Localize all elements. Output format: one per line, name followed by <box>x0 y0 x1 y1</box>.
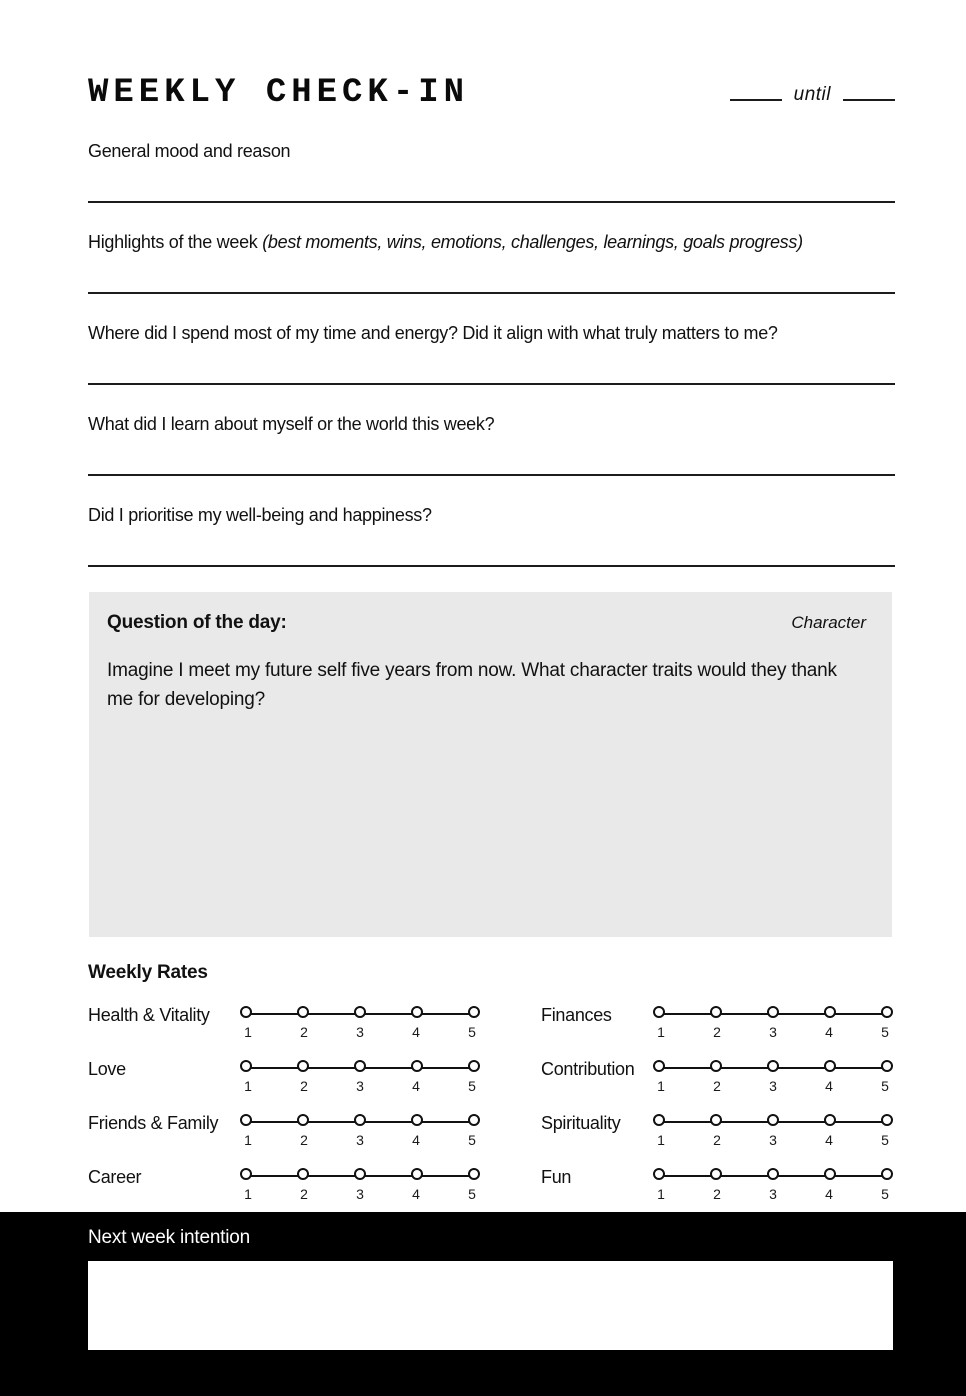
rating-number: 5 <box>881 1078 889 1094</box>
rating-dot[interactable] <box>240 1168 252 1180</box>
rating-dot[interactable] <box>240 1060 252 1072</box>
date-blank-start[interactable] <box>730 87 782 101</box>
rating-number: 3 <box>769 1186 777 1202</box>
rating-dot[interactable] <box>881 1006 893 1018</box>
rating-number: 1 <box>657 1132 665 1148</box>
rating-dot[interactable] <box>354 1006 366 1018</box>
rating-row-love <box>88 1060 480 1114</box>
rating-number: 2 <box>713 1132 721 1148</box>
rating-dot[interactable] <box>881 1114 893 1126</box>
rating-number: 3 <box>769 1078 777 1094</box>
rating-number: 2 <box>300 1024 308 1040</box>
until-label: until <box>793 84 831 105</box>
rating-number: 1 <box>244 1078 252 1094</box>
page-title: WEEKLY CHECK-IN <box>88 74 470 112</box>
rating-number: 3 <box>769 1132 777 1148</box>
rating-row-health <box>88 1006 480 1060</box>
rating-number: 4 <box>825 1186 833 1202</box>
rating-number: 3 <box>356 1132 364 1148</box>
rating-dot[interactable] <box>653 1060 665 1072</box>
rating-dot[interactable] <box>354 1168 366 1180</box>
rating-number: 4 <box>412 1078 420 1094</box>
rates-grid <box>88 1006 893 1222</box>
rating-number: 3 <box>356 1024 364 1040</box>
rating-number: 2 <box>300 1078 308 1094</box>
rating-dot[interactable] <box>468 1168 480 1180</box>
rating-row-friends-family <box>88 1114 480 1168</box>
rating-dot[interactable] <box>824 1060 836 1072</box>
field-time-energy <box>88 294 895 385</box>
field-label: Where did I spend most of my time and energy? Did it align with what truly matters to me? <box>88 323 778 343</box>
rating-number: 5 <box>881 1024 889 1040</box>
rating-scale <box>240 1168 480 1212</box>
rating-label: Contribution <box>541 1059 635 1079</box>
page-header <box>0 0 966 112</box>
rates-column-left <box>88 1006 480 1222</box>
next-week-intention-input[interactable] <box>88 1261 893 1350</box>
rating-dot[interactable] <box>240 1006 252 1018</box>
rating-number: 2 <box>300 1132 308 1148</box>
rating-scale <box>653 1114 893 1158</box>
question-fields <box>0 112 966 567</box>
rating-dot[interactable] <box>468 1060 480 1072</box>
rating-label: Career <box>88 1167 142 1187</box>
rating-dot[interactable] <box>411 1168 423 1180</box>
rating-scale <box>240 1114 480 1158</box>
rating-dot[interactable] <box>824 1006 836 1018</box>
rating-scale <box>653 1060 893 1104</box>
rating-dot[interactable] <box>468 1006 480 1018</box>
rating-dot[interactable] <box>767 1006 779 1018</box>
field-general-mood <box>88 112 895 203</box>
rating-label: Friends & Family <box>88 1113 219 1133</box>
rating-number: 5 <box>881 1186 889 1202</box>
rating-number: 4 <box>412 1024 420 1040</box>
field-label: Highlights of the week <box>88 232 263 252</box>
field-label: What did I learn about myself or the world this week? <box>88 414 495 434</box>
rating-label: Health & Vitality <box>88 1005 210 1025</box>
rating-dot[interactable] <box>297 1168 309 1180</box>
question-of-the-day-box <box>89 592 892 937</box>
rating-number: 1 <box>657 1024 665 1040</box>
rating-number: 2 <box>300 1186 308 1202</box>
rating-dot[interactable] <box>297 1006 309 1018</box>
rating-dot[interactable] <box>411 1006 423 1018</box>
rating-dot[interactable] <box>881 1168 893 1180</box>
rating-dot[interactable] <box>710 1060 722 1072</box>
field-label: General mood and reason <box>88 141 291 161</box>
question-box-header <box>107 612 866 634</box>
rating-number: 1 <box>657 1078 665 1094</box>
rating-label: Finances <box>541 1005 612 1025</box>
next-week-intention-label: Next week intention <box>88 1227 251 1248</box>
date-blank-end[interactable] <box>843 87 895 101</box>
rating-number: 5 <box>468 1024 476 1040</box>
rating-dot[interactable] <box>354 1114 366 1126</box>
rating-dot[interactable] <box>468 1114 480 1126</box>
weekly-rates-heading: Weekly Rates <box>88 962 208 983</box>
rating-number: 5 <box>468 1186 476 1202</box>
rating-number: 2 <box>713 1024 721 1040</box>
rating-scale <box>240 1060 480 1104</box>
rating-label: Love <box>88 1059 126 1079</box>
rating-number: 4 <box>825 1024 833 1040</box>
question-box-title: Question of the day: <box>107 612 287 633</box>
field-label: Did I prioritise my well-being and happiness? <box>88 505 432 525</box>
rating-number: 1 <box>244 1132 252 1148</box>
rating-dot[interactable] <box>767 1060 779 1072</box>
rating-row-finances <box>541 1006 893 1060</box>
rating-dot[interactable] <box>881 1060 893 1072</box>
rating-number: 5 <box>468 1078 476 1094</box>
write-line[interactable] <box>88 565 895 567</box>
weekly-rates-section <box>0 961 966 1222</box>
rating-scale <box>240 1006 480 1050</box>
rating-dot[interactable] <box>767 1114 779 1126</box>
rating-dot[interactable] <box>653 1006 665 1018</box>
rating-number: 2 <box>713 1186 721 1202</box>
rating-number: 4 <box>412 1132 420 1148</box>
rating-label: Spirituality <box>541 1113 621 1133</box>
rating-label: Fun <box>541 1167 572 1187</box>
rating-number: 4 <box>412 1186 420 1202</box>
rating-number: 1 <box>244 1024 252 1040</box>
field-hint: (best moments, wins, emotions, challenges, learnings, goals progress) <box>262 232 803 252</box>
rating-dot[interactable] <box>240 1114 252 1126</box>
rating-number: 1 <box>244 1186 252 1202</box>
rating-dot[interactable] <box>710 1006 722 1018</box>
rating-dot[interactable] <box>297 1114 309 1126</box>
rating-number: 5 <box>468 1132 476 1148</box>
rating-dot[interactable] <box>710 1168 722 1180</box>
rating-number: 2 <box>713 1078 721 1094</box>
rating-dot[interactable] <box>710 1114 722 1126</box>
rating-dot[interactable] <box>653 1168 665 1180</box>
rating-scale <box>653 1006 893 1050</box>
rating-number: 5 <box>881 1132 889 1148</box>
rating-number: 4 <box>825 1132 833 1148</box>
field-wellbeing <box>88 476 895 567</box>
question-text: Imagine I meet my future self five years from now. What character traits would they thank me for developing? <box>107 660 837 710</box>
rating-dot[interactable] <box>354 1060 366 1072</box>
rates-column-right <box>541 1006 893 1222</box>
rating-dot[interactable] <box>411 1060 423 1072</box>
rating-dot[interactable] <box>411 1114 423 1126</box>
rating-row-spirituality <box>541 1114 893 1168</box>
rating-number: 4 <box>825 1078 833 1094</box>
rating-row-contribution <box>541 1060 893 1114</box>
rating-dot[interactable] <box>297 1060 309 1072</box>
rating-dot[interactable] <box>824 1168 836 1180</box>
date-range-row <box>730 85 895 107</box>
rating-dot[interactable] <box>767 1168 779 1180</box>
rating-dot[interactable] <box>653 1114 665 1126</box>
rating-number: 3 <box>356 1186 364 1202</box>
rating-number: 3 <box>356 1078 364 1094</box>
field-learnings <box>88 385 895 476</box>
rating-number: 1 <box>657 1186 665 1202</box>
next-week-footer <box>0 1212 966 1396</box>
field-highlights <box>88 203 895 294</box>
rating-dot[interactable] <box>824 1114 836 1126</box>
rating-number: 3 <box>769 1024 777 1040</box>
rating-scale <box>653 1168 893 1212</box>
question-category: Character <box>791 613 866 632</box>
